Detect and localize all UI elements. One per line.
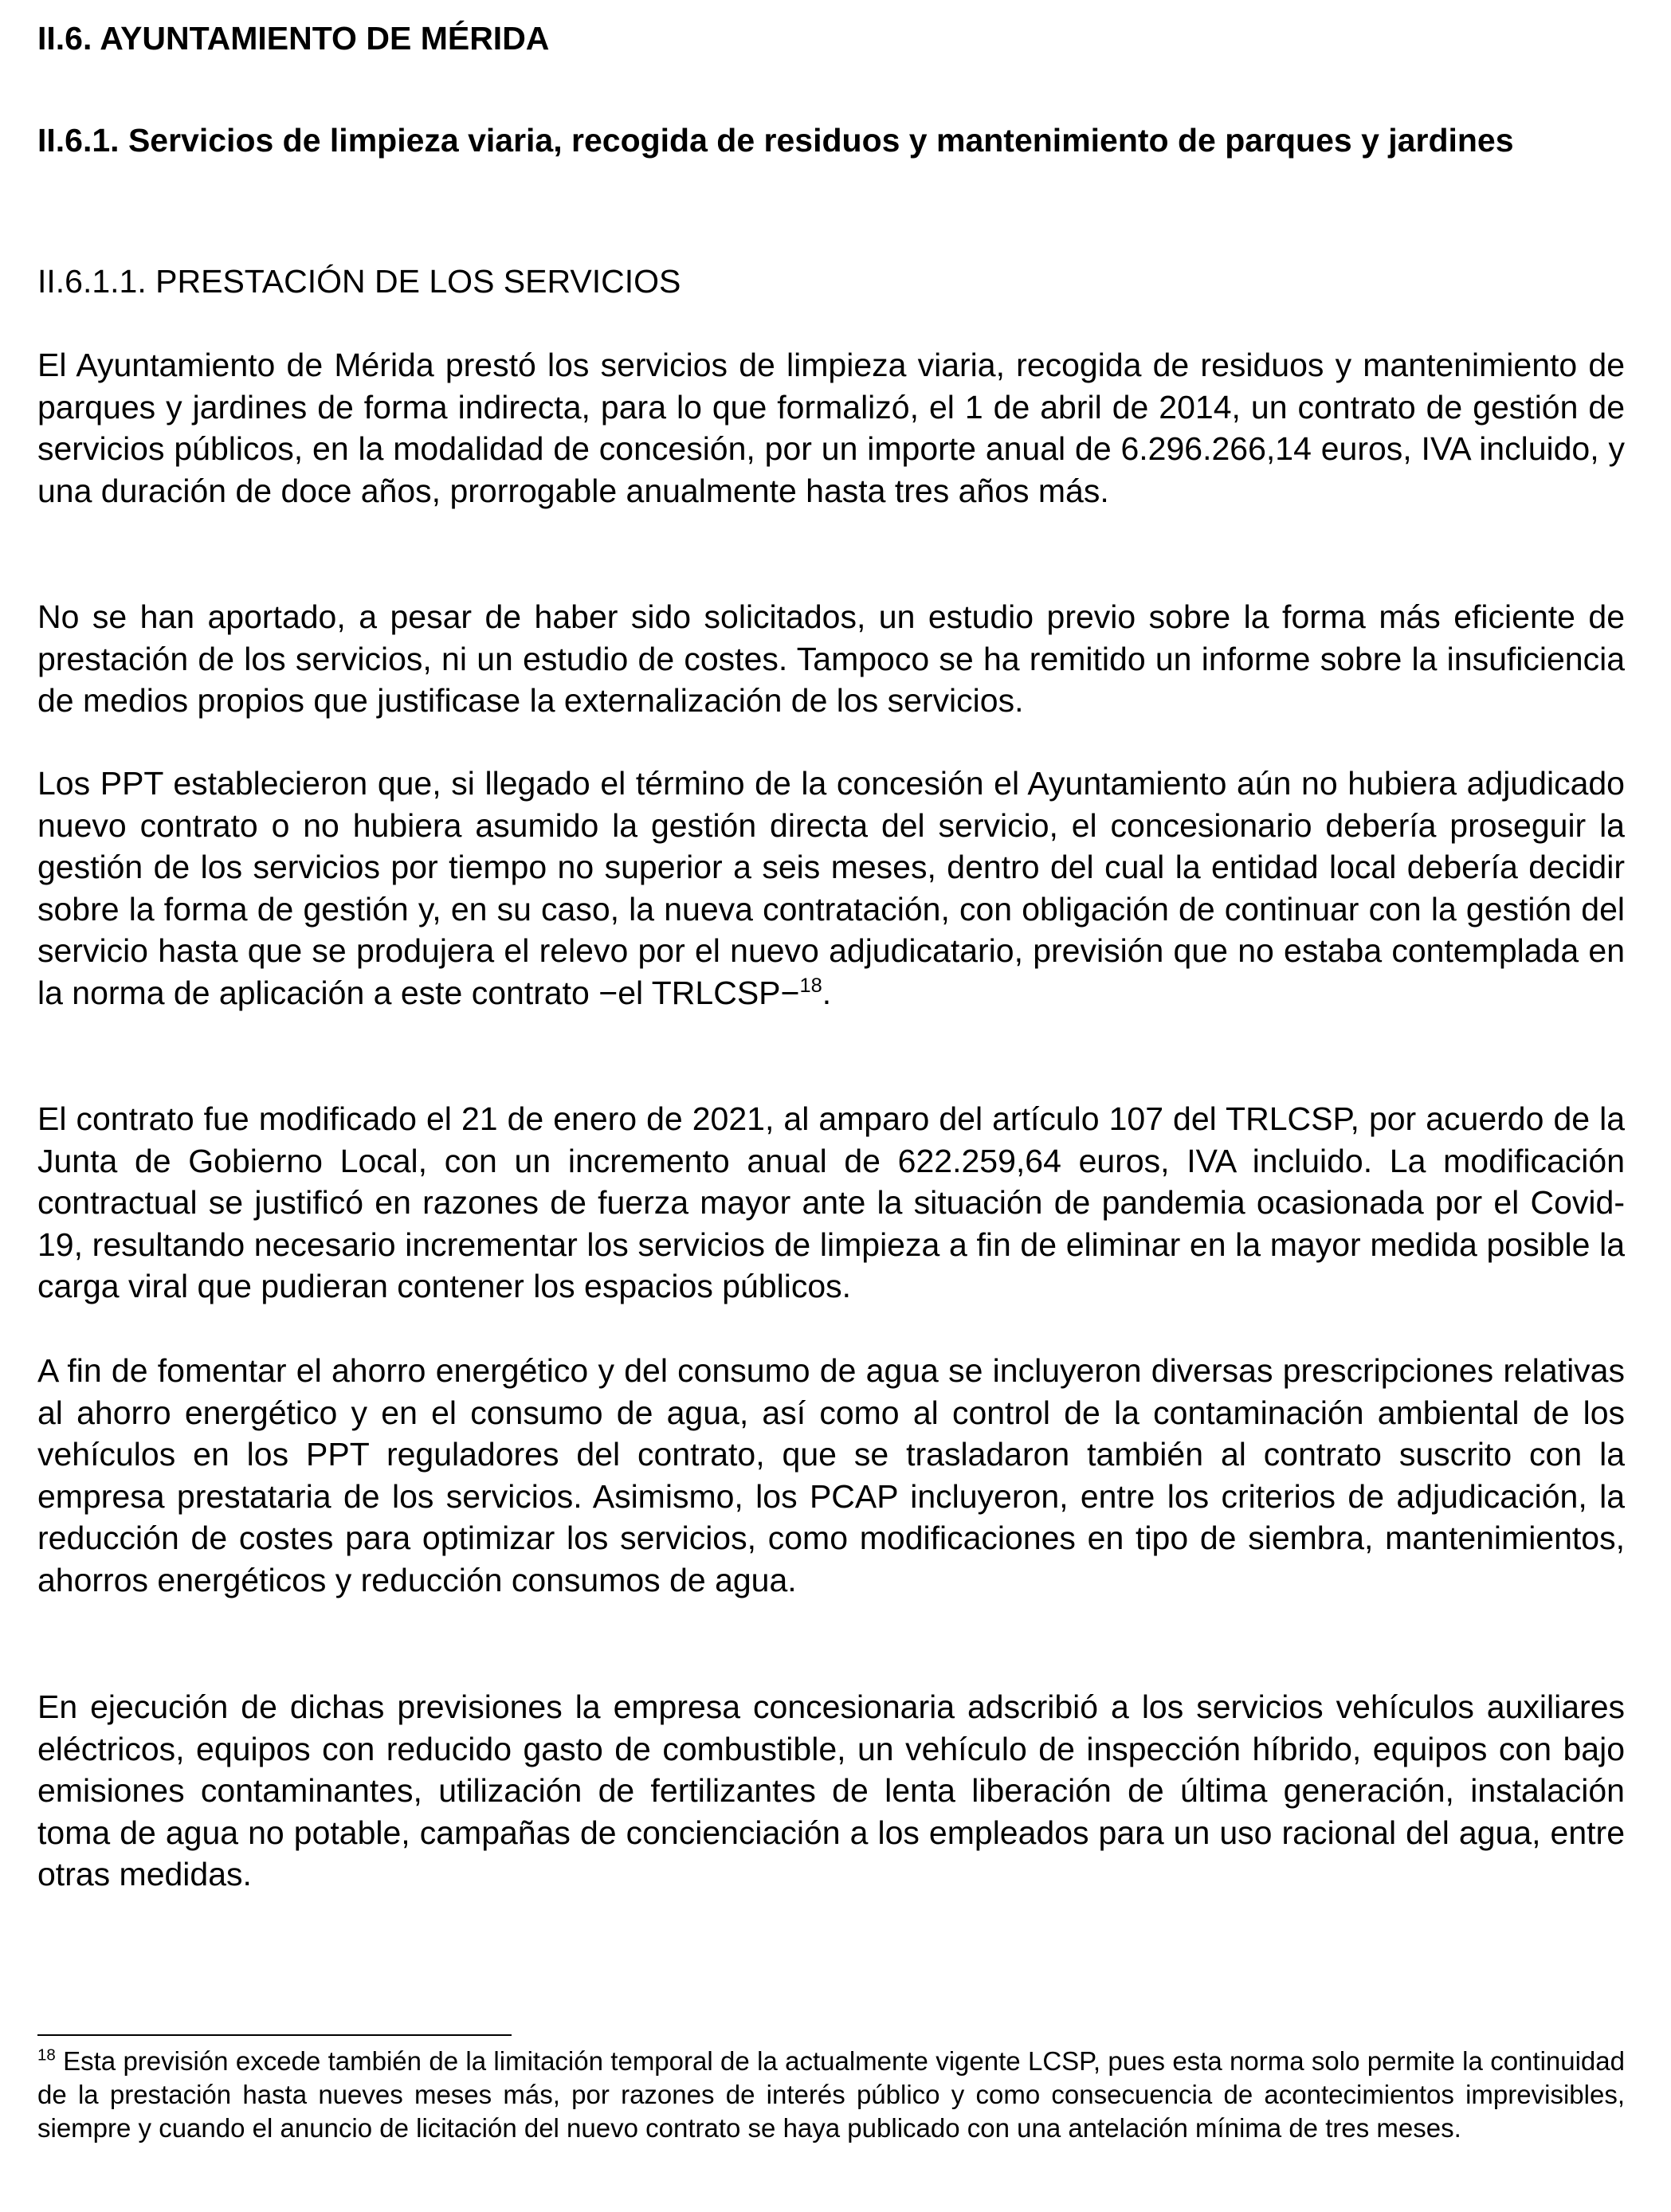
paragraph-3 — [37, 763, 1625, 1014]
paragraph-3-text: Los PPT establecieron que, si llegado el término de la concesión el Ayuntamiento aún no hubiera adjudicado nuevo contrato o no hubiera asumido la gestión directa del servicio, el concesionario debería proseguir la gestión de los servicios por tiempo no superior a seis meses, dentro del cual la entidad local debería decidir sobre la forma de gestión y, en su caso, la nueva contratación, con obligación de continuar con la gestión del servicio hasta que se produjera el relevo por el nuevo adjudicatario, previsión que no estaba contemplada en la norma de aplicación a este contrato −el TRLCSP− — [37, 765, 1625, 1011]
footnote-reference[interactable]: 18 — [799, 974, 822, 997]
subsubsection-heading: II.6.1.1. PRESTACIÓN DE LOS SERVICIOS — [37, 263, 681, 300]
section-heading: II.6. AYUNTAMIENTO DE MÉRIDA — [37, 20, 550, 57]
subsection-heading: II.6.1. Servicios de limpieza viaria, recogida de residuos y mantenimiento de parques y jardines — [37, 122, 1514, 159]
paragraph-4: El contrato fue modificado el 21 de enero de 2021, al amparo del artículo 107 del TRLCSP, por acuerdo de la Junta de Gobierno Local, con un incremento anual de 622.259,64 euros, IVA incluido. La modificación contractual se justificó en razones de fuerza mayor ante la situación de pandemia ocasionada por el Covid-19, resultando necesario incrementar los servicios de limpieza a fin de eliminar en la mayor medida posible la carga viral que pudieran contener los espacios públicos. — [37, 1100, 1625, 1304]
paragraph-5: A fin de fomentar el ahorro energético y del consumo de agua se incluyeron diversas prescripciones relativas al ahorro energético y en el consumo de agua, así como al control de la contaminación ambiental de los vehículos en los PPT reguladores del contrato, que se trasladaron también al contrato suscrito con la empresa prestataria de los servicios. Asimismo, los PCAP incluyeron, entre los criterios de adjudicación, la reducción de costes para optimizar los servicios, como modificaciones en tipo de siembra, mantenimientos, ahorros energéticos y reducción consumos de agua. — [37, 1352, 1625, 1598]
paragraph-1: El Ayuntamiento de Mérida prestó los servicios de limpieza viaria, recogida de residuos y mantenimiento de parques y jardines de forma indirecta, para lo que formalizó, el 1 de abril de 2014, un contrato de gestión de servicios públicos, en la modalidad de concesión, por un importe anual de 6.296.266,14 euros, IVA incluido, y una duración de doce años, prorrogable anualmente hasta tres años más. — [37, 347, 1625, 509]
footnote-number: 18 — [37, 2045, 56, 2065]
paragraph-3-period: . — [822, 974, 832, 1011]
footnote — [37, 2045, 1625, 2145]
footnote-separator — [37, 2034, 512, 2036]
footnote-text: Esta previsión excede también de la limitación temporal de la actualmente vigente LCSP, pues esta norma solo permite la continuidad de la prestación hasta nueves meses más, por razones de interés público y como consecuencia de acontecimientos imprevisibles, siempre y cuando el anuncio de licitación del nuevo contrato se haya publicado con una antelación mínima de tres meses. — [37, 2046, 1625, 2143]
paragraph-2: No se han aportado, a pesar de haber sido solicitados, un estudio previo sobre la forma más eficiente de prestación de los servicios, ni un estudio de costes. Tampoco se ha remitido un informe sobre la insuficiencia de medios propios que justificase la externalización de los servicios. — [37, 598, 1625, 719]
paragraph-6: En ejecución de dichas previsiones la empresa concesionaria adscribió a los servicios vehículos auxiliares eléctricos, equipos con reducido gasto de combustible, un vehículo de inspección híbrido, equipos con bajo emisiones contaminantes, utilización de fertilizantes de lenta liberación de última generación, instalación toma de agua no potable, campañas de concienciación a los empleados para un uso racional del agua, entre otras medidas. — [37, 1688, 1625, 1892]
